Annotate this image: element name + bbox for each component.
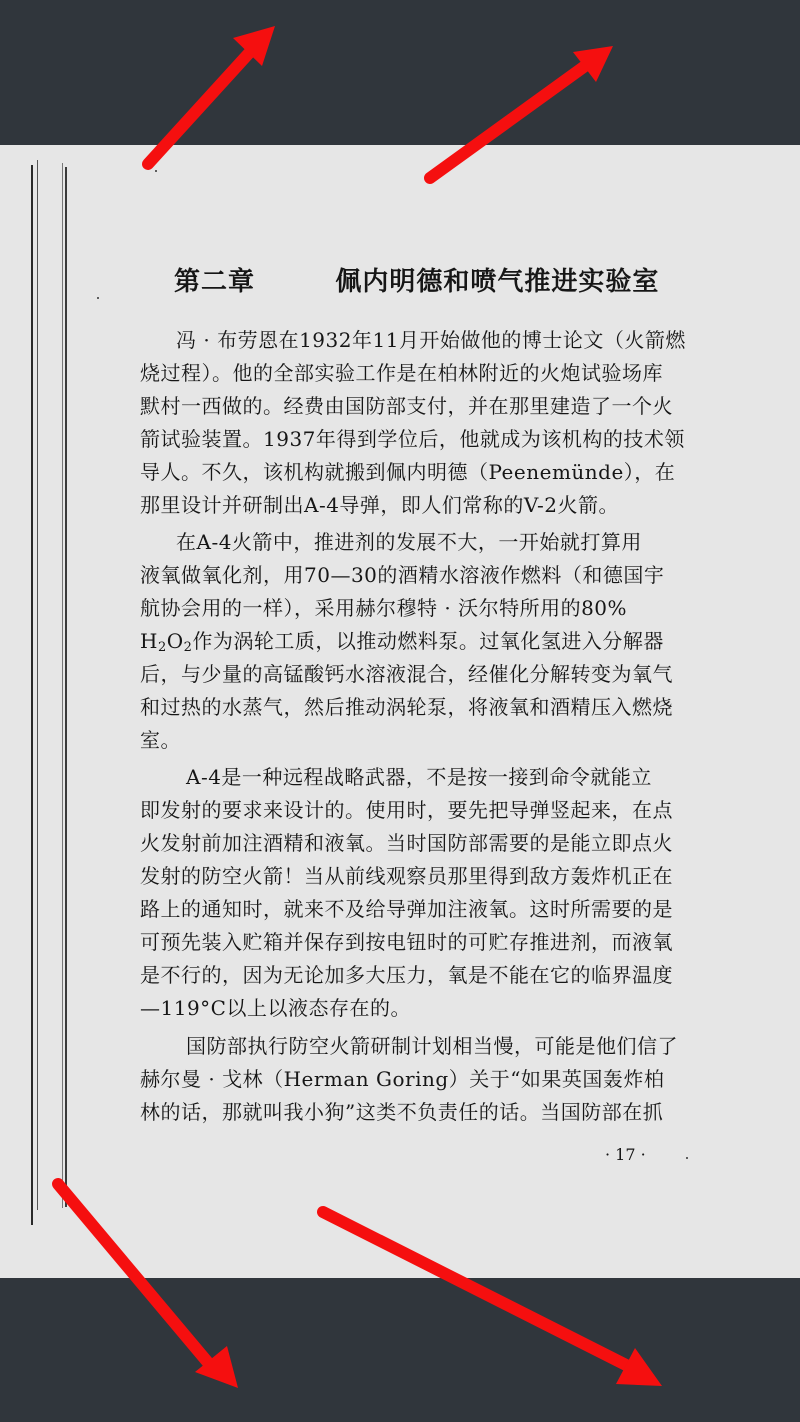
- scan-speck: [97, 297, 99, 299]
- text-line: 那里设计并研制出A-4导弹，即人们常称的V-2火箭。: [140, 493, 620, 517]
- text-line: 在A-4火箭中，推进剂的发展不大，一开始就打算用: [176, 530, 642, 554]
- text-line: 室。: [140, 728, 181, 752]
- text-line: 导人。不久，该机构就搬到佩内明德（Peenemünde），在: [140, 460, 676, 484]
- chemical-formula: $H_2O_2$: [140, 629, 193, 655]
- text-line: 可预先装入贮箱并保存到按电钮时的可贮存推进剂，而液氧: [140, 930, 673, 954]
- scan-speck: [686, 1157, 688, 1159]
- text-line: A-4是一种远程战略武器，不是按一接到命令就能立: [186, 765, 652, 789]
- page-number: · 17 ·: [605, 1145, 646, 1164]
- arrowhead-icon: [233, 26, 275, 66]
- arrowhead-icon: [616, 1348, 662, 1386]
- binding-edge-line: [31, 165, 33, 1225]
- text-line: —119°C以上以液态存在的。: [140, 996, 411, 1020]
- text-line: $H_2O_2$作为涡轮工质，以推动燃料泵。过氧化氢进入分解器: [140, 629, 664, 655]
- text-line: 赫尔曼 · 戈林（Herman Goring）关于“如果英国轰炸柏: [140, 1067, 665, 1091]
- text-line: 林的话，那就叫我小狗”这类不负责任的话。当国防部在抓: [140, 1100, 664, 1124]
- text-line: 液氧做氧化剂，用70—30的酒精水溶液作燃料（和德国宇: [140, 563, 665, 587]
- scan-speck: [155, 170, 157, 172]
- text-line: 和过热的水蒸气，然后推动涡轮泵，将液氧和酒精压入燃烧: [140, 695, 673, 719]
- chapter-title: 第二章 佩内明德和喷气推进实验室: [174, 267, 660, 297]
- arrowhead-icon: [573, 46, 613, 82]
- text-line: 冯 · 布劳恩在1932年11月开始做他的博士论文（火箭燃: [176, 328, 686, 352]
- text-line: 箭试验装置。1937年得到学位后，他就成为该机构的技术领: [140, 427, 685, 451]
- binding-edge-line: [37, 160, 38, 1210]
- text-line: 烧过程）。他的全部实验工作是在柏林附近的火炮试验场库: [140, 361, 663, 385]
- binding-edge-line: [62, 163, 63, 1208]
- scanned-page: [0, 145, 800, 1278]
- text-line: 默村一西做的。经费由国防部支付，并在那里建造了一个火: [140, 394, 673, 418]
- text-line: 即发射的要求来设计的。使用时，要先把导弹竖起来，在点: [140, 798, 673, 822]
- text-line: 路上的通知时，就来不及给导弹加注液氧。这时所需要的是: [140, 897, 673, 921]
- text-line: 后，与少量的高锰酸钙水溶液混合，经催化分解转变为氧气: [140, 662, 673, 686]
- arrowhead-icon: [195, 1346, 238, 1388]
- binding-edge-line: [65, 167, 67, 1207]
- text-line: 火发射前加注酒精和液氧。当时国防部需要的是能立即点火: [140, 831, 673, 855]
- text-line: 航协会用的一样），采用赫尔穆特 · 沃尔特所用的80%: [140, 596, 628, 620]
- text-line: 国防部执行防空火箭研制计划相当慢，可能是他们信了: [186, 1034, 678, 1058]
- text-line: 是不行的，因为无论加多大压力，氧是不能在它的临界温度: [140, 963, 673, 987]
- text-line: 发射的防空火箭！当从前线观察员那里得到敌方轰炸机正在: [140, 864, 673, 888]
